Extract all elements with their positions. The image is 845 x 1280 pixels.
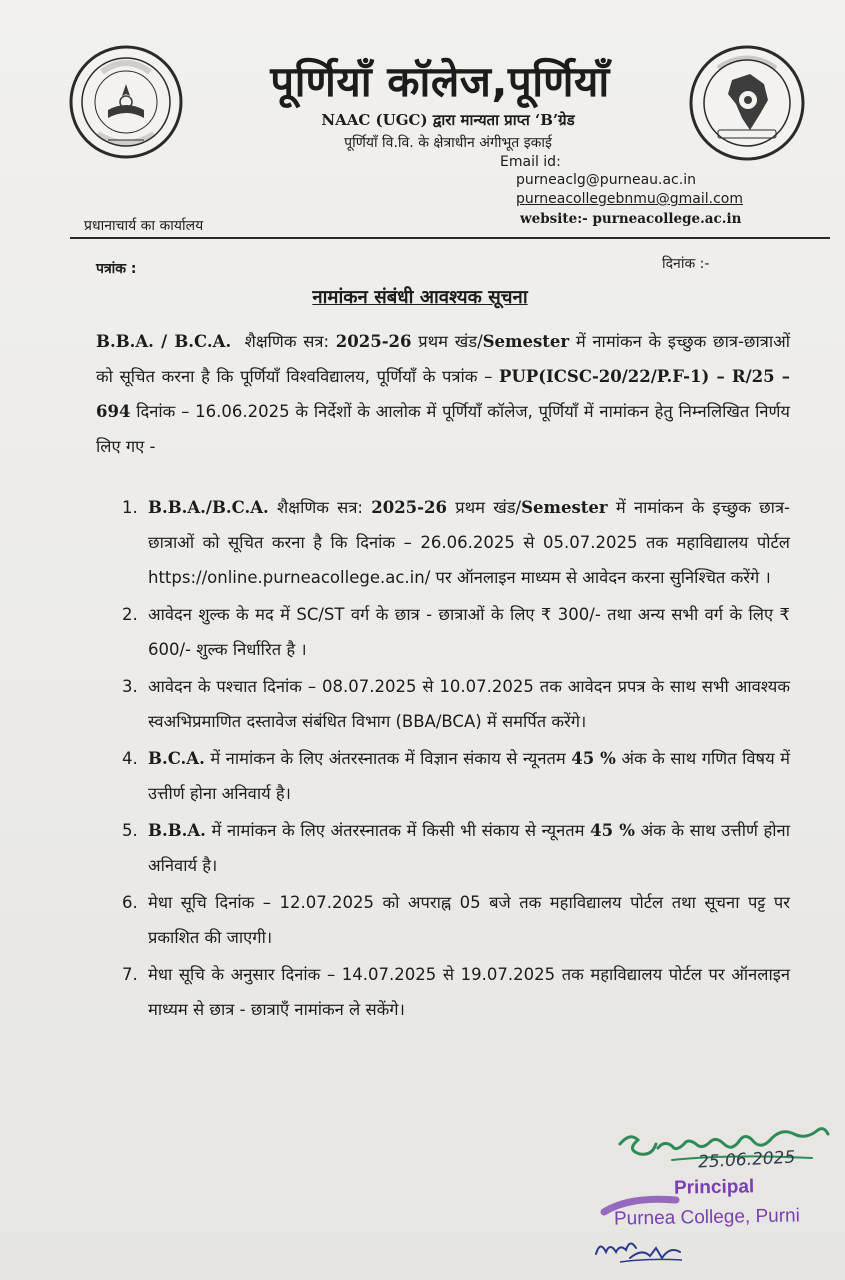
item-semester: Semester [521,498,608,517]
item-text: आवेदन के पश्चात दिनांक – 08.07.2025 से 10.07.2025 तक आवेदन प्रपत्र के साथ सभी आवश्यक स्वअभिप्रमाणित दस्तावेज संबंधित विभाग (BBA/BCA) में समर्पित करेंगे। [148,677,790,731]
list-item [122,813,790,883]
list-item [122,885,790,955]
list-item [122,597,790,667]
naac-accreditation-line: NAAC (UGC) द्वारा मान्यता प्राप्त ‘B’ग्रेड [321,111,575,129]
website-line: website:- purneacollege.ac.in [520,211,742,227]
item-program: B.C.A. [148,749,205,768]
purnea-university-seal [68,44,184,160]
intro-date-label: दिनांक – [136,402,190,421]
intro-programs: B.B.A. / B.C.A. [96,332,232,351]
item-number: 1. [122,498,138,517]
item-program: B.B.A. [148,821,206,840]
email-address-1: purneaclg@purneau.ac.in [516,172,696,188]
item-number: 7. [122,965,138,984]
email-address-2: purneacollegebnmu@gmail.com [516,191,743,207]
principal-office-label: प्रधानाचार्य का कार्यालय [84,218,204,234]
item-text: मेधा सूचि दिनांक – 12.07.2025 को अपराह्न 05 बजे तक महाविद्यालय पोर्टल तथा सूचना पट्ट पर प्रकाशित की जाएगी। [148,893,790,947]
intro-semester: Semester [482,332,570,351]
header-divider [70,237,830,239]
item-session-year: 2025-26 [371,498,447,517]
item-percentage: 45 % [571,749,616,768]
list-item [122,669,790,739]
item-number: 5. [122,821,138,840]
item-percentage: 45 % [590,821,635,840]
list-item [122,490,790,595]
item-number: 3. [122,677,138,696]
stamp-principal-title: Principal [673,1176,755,1199]
notice-title: नामांकन संबंधी आवश्यक सूचना [312,287,528,308]
intro-letter-number: PUP(ICSC-20/22/P.F-1) – R/25 – 694 [96,367,790,421]
item-text: मेधा सूचि के अनुसार दिनांक – 14.07.2025 से 19.07.2025 तक महाविद्यालय पोर्टल पर ऑनलाइन माध्यम से छात्र - छात्राएँ नामांकन ले सकेंगे। [148,965,790,1019]
intro-session-label: शैक्षणिक सत्र: [244,332,330,351]
dinank-label: दिनांक :- [662,256,710,272]
item-text: आवेदन शुल्क के मद में SC/ST वर्ग के छात्र - छात्राओं के लिए ₹ 300/- तथा अन्य सभी वर्ग के लिए ₹ 600/- शुल्क निर्धारित है । [148,605,790,659]
affiliation-line: पूर्णियाँ वि.वि. के क्षेत्राधीन अंगीभूत इकाई [344,135,552,151]
intro-session-year: 2025-26 [335,332,412,351]
intro-date: 16.06.2025 [195,402,290,421]
list-item [122,741,790,811]
item-text: में नामांकन के इच्छुक छात्र-छात्राओं को सूचित करना है कि दिनांक – 26.06.2025 से 05.07.2025 तक महाविद्यालय पोर्टल https://online.purneacollege.ac.in/ पर ऑनलाइन माध्यम से आवेदन करना सुनिश्चित करेंगे । [148,498,791,587]
item-text-2: अंक के साथ गणित विषय में उत्तीर्ण होना अनिवार्य है। [148,749,790,803]
intro-khand: प्रथम खंड/ [418,332,483,351]
item-khand: प्रथम खंड/ [455,498,522,517]
item-number: 6. [122,893,138,912]
item-text: में नामांकन के लिए अंतरस्नातक में किसी भी संकाय से न्यूनतम [211,821,585,840]
intro-text-1: में नामांकन के इच्छुक छात्र-छात्राओं को सूचित करना है कि पूर्णियाँ विश्वविद्यालय, पूर्णियाँ के पत्रांक – [96,332,790,386]
patrank-label: पत्रांक : [96,261,137,277]
email-label: Email id: [500,154,561,170]
item-programs: B.B.A./B.C.A. [148,498,269,517]
handwritten-initials [590,1218,690,1266]
notice-intro-paragraph [96,324,790,464]
college-title: पूर्णियाँ कॉलेज,पूर्णियाँ [270,57,610,106]
item-number: 2. [122,605,138,624]
list-item [122,957,790,1027]
item-text-2: अंक के साथ उत्तीर्ण होना अनिवार्य है। [148,821,790,875]
signature-date: 25.06.2025 [697,1147,796,1173]
item-session-label: शैक्षणिक सत्र: [277,498,363,517]
stamp-college-name: Purnea College, Purni [613,1205,801,1230]
naac-seal [688,44,806,162]
decision-list [122,490,790,1027]
item-text: में नामांकन के लिए अंतरस्नातक में विज्ञान संकाय से न्यूनतम [210,749,566,768]
item-number: 4. [122,749,138,768]
intro-text-2: के निर्देशों के आलोक में पूर्णियाँ कॉलेज, पूर्णियाँ में नामांकन हेतु निम्नलिखित निर्णय लिए गए - [96,402,790,456]
